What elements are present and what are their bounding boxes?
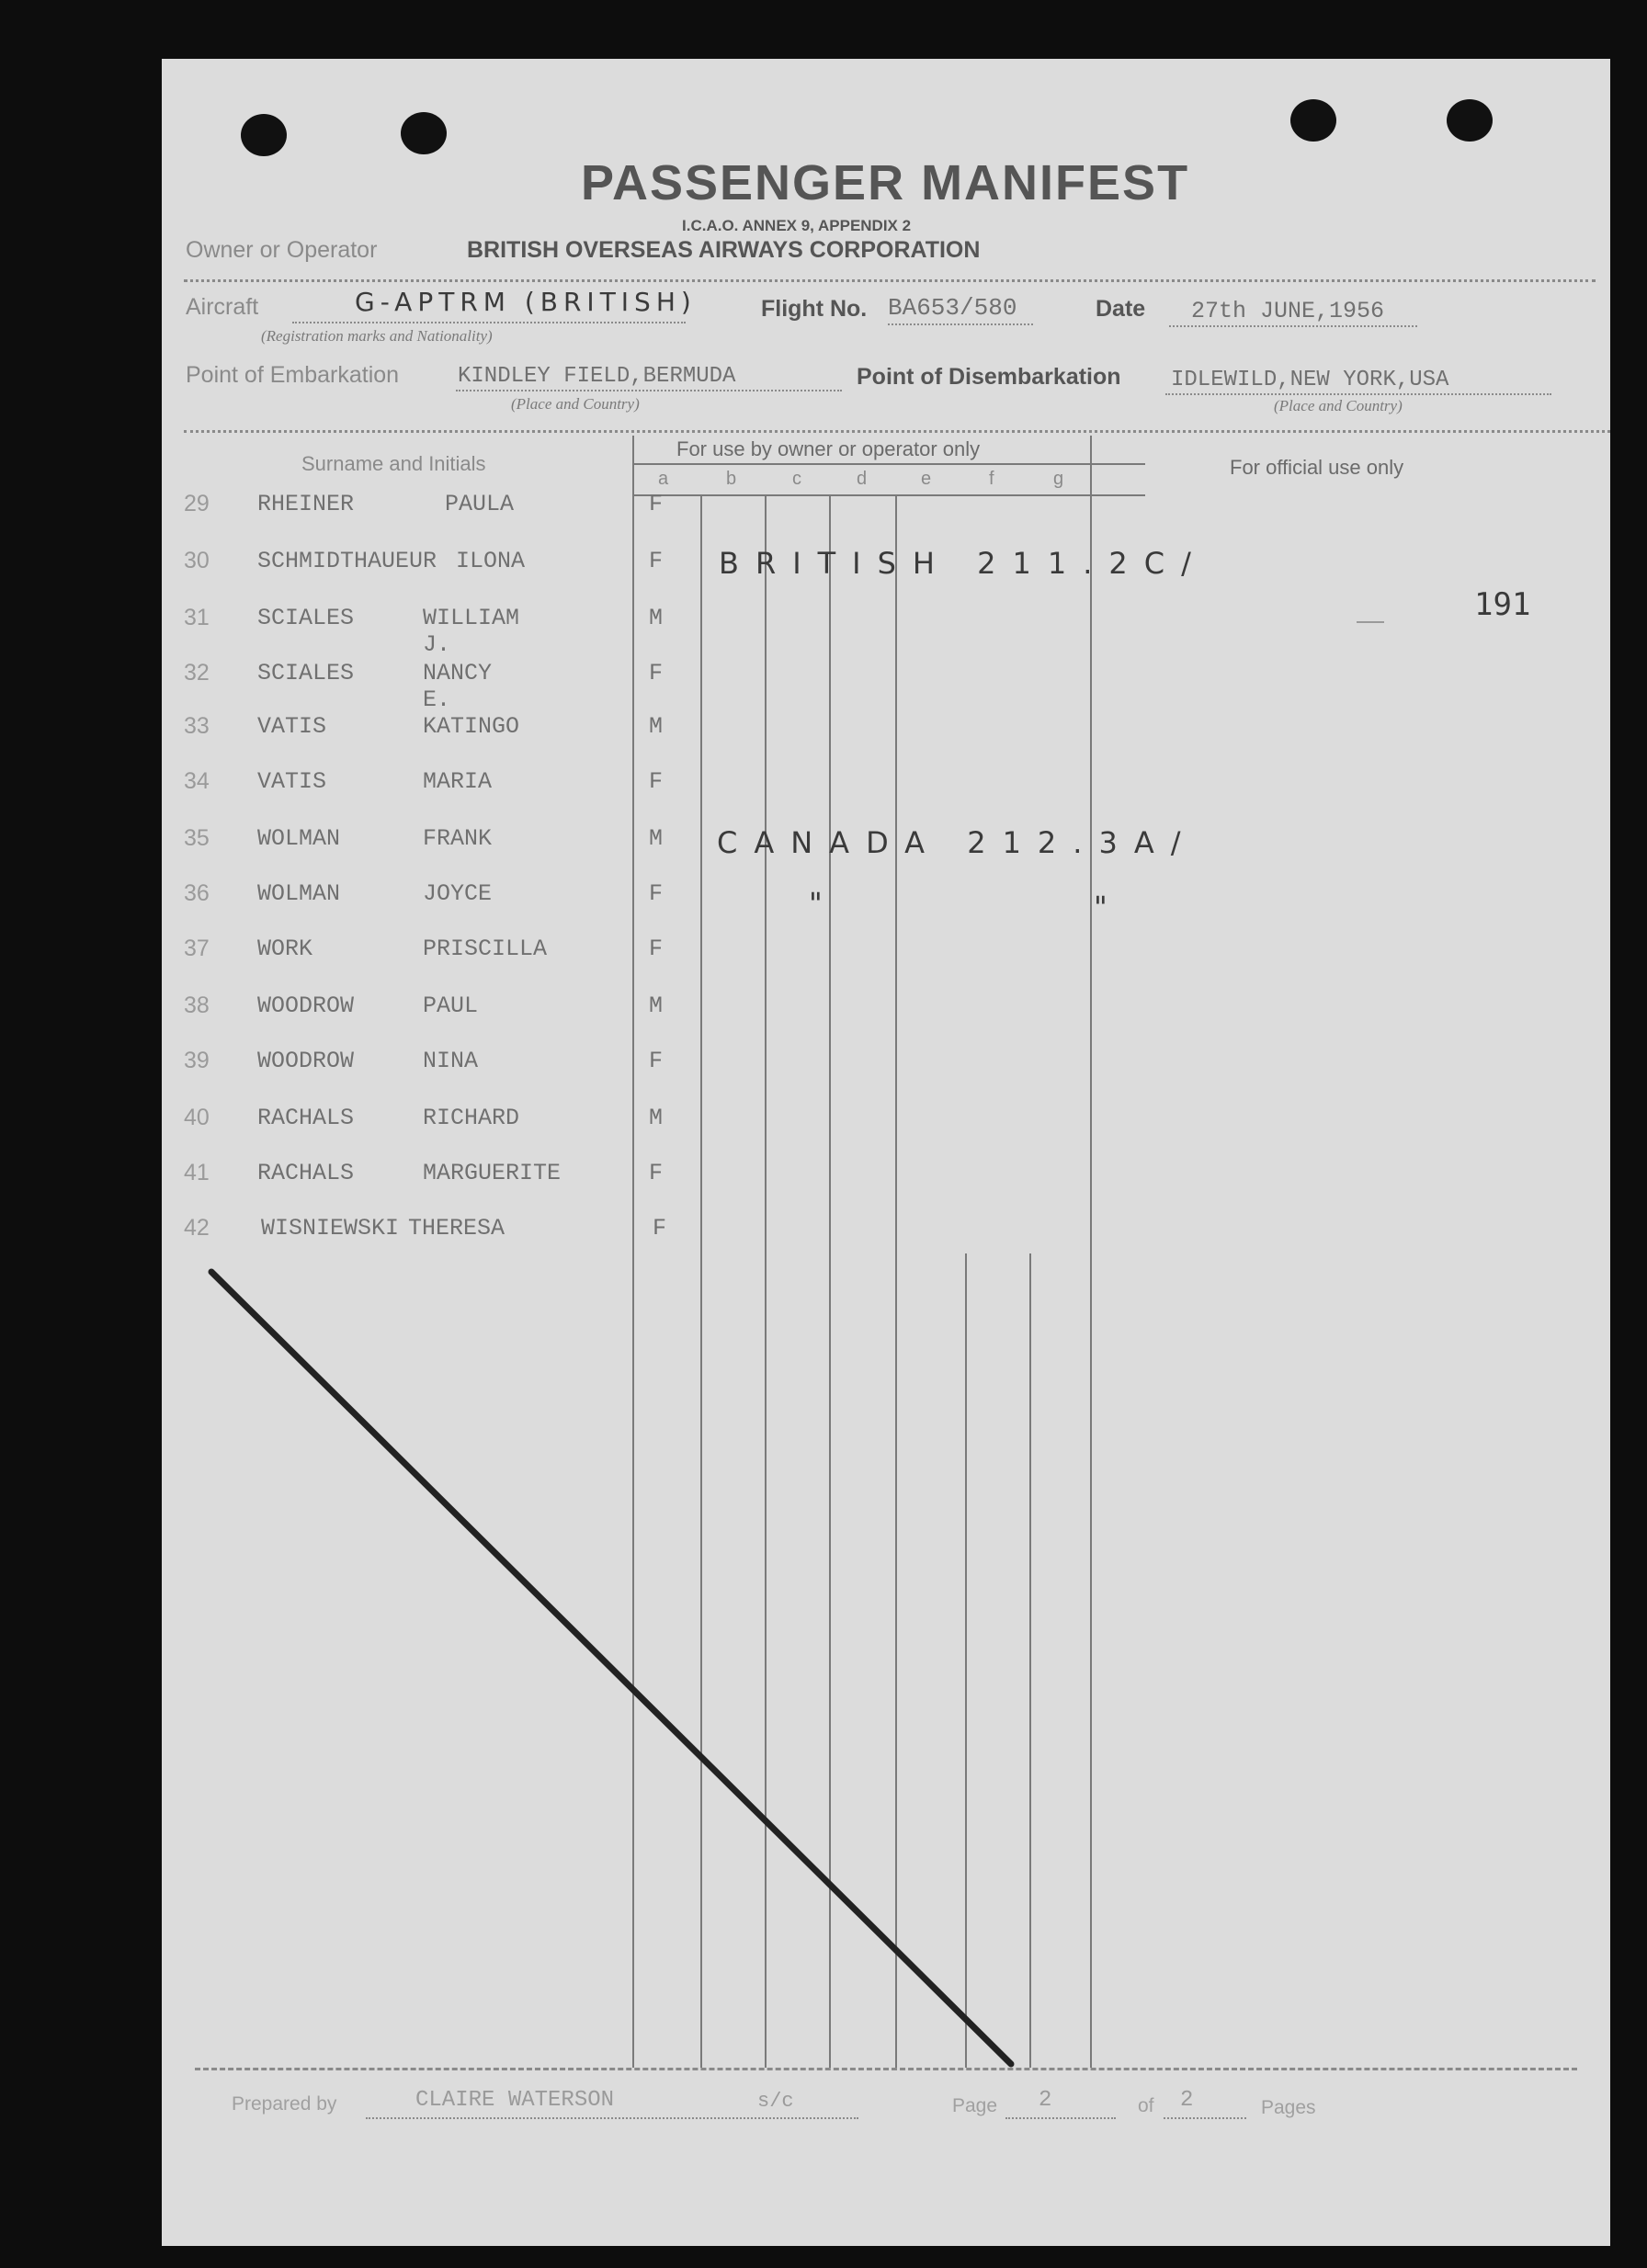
col-letter-e: e [921,469,932,489]
col-letter-g: g [1053,469,1064,489]
prepared-by-value: CLAIRE WATERSON [415,2088,615,2113]
ditto-mark-left: " [809,886,839,921]
passenger-given-name: THERESA [408,1215,505,1242]
passenger-surname: WOODROW [257,1048,355,1074]
passenger-surname: WOLMAN [257,825,341,852]
row-number: 34 [184,768,210,794]
aircraft-value: G-APTRM (BRITISH) [355,287,697,317]
row-number: 35 [184,825,210,851]
passenger-given-name: PAUL [423,992,479,1019]
passenger-given-name: KATINGO [423,713,520,740]
prepared-by-suffix: s/c [757,2090,794,2113]
passenger-surname: SCIALES [257,605,355,631]
embarkation-value: KINDLEY FIELD,BERMUDA [458,364,736,389]
manifest-sheet [162,59,1610,2246]
aircraft-label: Aircraft [186,294,259,320]
passenger-surname: SCHMIDTHAUEUR [257,548,437,574]
passenger-surname: WORK [257,936,313,962]
disembarkation-note: (Place and Country) [1274,397,1403,414]
total-pages-underline [1164,2117,1246,2119]
row-number: 32 [184,660,210,686]
row-number: 31 [184,605,210,630]
page-number: 2 [1039,2088,1052,2113]
passenger-surname: WOLMAN [257,880,341,907]
prepared-by-label: Prepared by [232,2093,337,2115]
row-number: 39 [184,1048,210,1073]
prepared-by-underline [366,2117,858,2119]
passenger-sex: F [649,936,664,962]
aircraft-note: (Registration marks and Nationality) [261,327,493,345]
passenger-sex: M [649,992,664,1019]
passenger-surname: VATIS [257,768,327,795]
disembarkation-label: Point of Disembarkation [857,364,1121,390]
folio-number: 191 [1474,586,1531,623]
pages-label: Pages [1261,2097,1316,2118]
passenger-surname: RHEINER [257,491,355,517]
passenger-sex: M [649,825,664,852]
official-use-header: For official use only [1230,456,1404,479]
embarkation-note: (Place and Country) [511,395,640,413]
annex-reference: I.C.A.O. ANNEX 9, APPENDIX 2 [682,217,912,234]
passenger-surname: SCIALES [257,660,355,686]
row-number: 40 [184,1105,210,1130]
of-label: of [1138,2095,1154,2116]
passenger-sex: M [649,605,664,631]
passenger-given-name: FRANK [423,825,493,852]
row-number: 29 [184,491,210,516]
cancellation-line [162,59,1610,2246]
passenger-given-name: PAULA [445,491,515,517]
handwritten-nationality-row-35: CANADA 212.3A/ [717,825,1198,860]
row-number: 42 [184,1215,210,1241]
disembarkation-value: IDLEWILD,NEW YORK,USA [1171,368,1449,392]
passenger-given-name: ILONA [456,548,526,574]
handwritten-nationality-row-30: BRITISH 211.2C/ [719,546,1208,581]
passenger-surname: WISNIEWSKI [261,1215,400,1242]
col-letter-b: b [726,469,737,489]
passenger-given-name: NANCY E. [423,660,493,713]
embarkation-label: Point of Embarkation [186,362,400,388]
passenger-sex: F [649,660,664,686]
page-label: Page [952,2095,998,2116]
operator-label: Owner or Operator [186,237,378,263]
passenger-given-name: RICHARD [423,1105,520,1131]
operator-value: BRITISH OVERSEAS AIRWAYS CORPORATION [467,237,981,263]
passenger-surname: RACHALS [257,1105,355,1131]
surname-header: Surname and Initials [301,452,486,475]
passenger-given-name: NINA [423,1048,479,1074]
passenger-surname: VATIS [257,713,327,740]
passenger-sex: M [649,1105,664,1131]
passenger-given-name: PRISCILLA [423,936,548,962]
passenger-given-name: JOYCE [423,880,493,907]
col-letter-a: a [658,469,669,489]
passenger-given-name: MARGUERITE [423,1160,562,1186]
passenger-sex: F [649,880,664,907]
passenger-sex: M [649,713,664,740]
passenger-sex: F [649,1160,664,1186]
passenger-sex: F [649,548,664,574]
flight-label: Flight No. [761,296,868,322]
passenger-sex: F [653,1215,667,1242]
passenger-sex: F [649,491,664,517]
row-number: 37 [184,936,210,961]
passenger-surname: WOODROW [257,992,355,1019]
passenger-given-name: WILLIAM J. [423,605,520,658]
row-number: 33 [184,713,210,739]
passenger-sex: F [649,768,664,795]
page-title: PASSENGER MANIFEST [581,155,1190,210]
ditto-mark-right: " [1094,890,1124,924]
col-letter-d: d [857,469,868,489]
row-number: 30 [184,548,210,573]
passenger-sex: F [649,1048,664,1074]
col-letter-f: f [989,469,994,489]
passenger-surname: RACHALS [257,1160,355,1186]
operator-use-header: For use by owner or operator only [676,437,981,460]
date-label: Date [1096,296,1146,322]
row-number: 36 [184,880,210,906]
total-pages: 2 [1180,2088,1194,2113]
table-bottom-rule [195,2068,1577,2070]
row-number: 41 [184,1160,210,1185]
col-letter-c: c [792,469,801,489]
page-underline [1005,2117,1116,2119]
passenger-given-name: MARIA [423,768,493,795]
row-number: 38 [184,992,210,1018]
flight-value: BA653/580 [888,294,1017,322]
date-value: 27th JUNE,1956 [1191,298,1385,324]
